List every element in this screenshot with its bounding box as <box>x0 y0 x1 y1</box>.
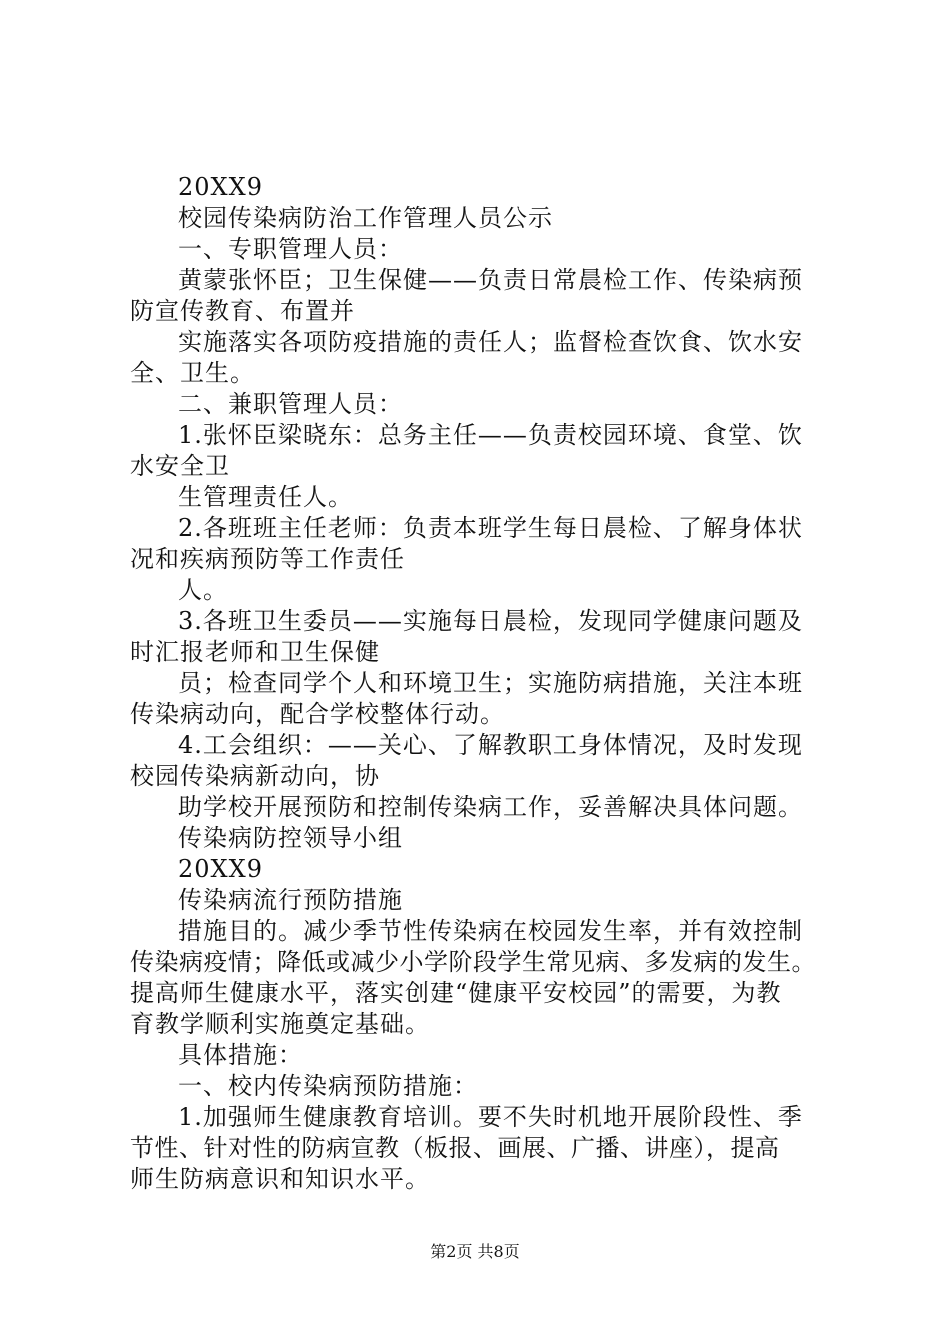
list-item-line: 1.张怀臣梁晓东：总务主任——负责校园环境、食堂、饮 <box>178 421 803 449</box>
list-item-line: 水安全卫 <box>130 452 230 480</box>
list-item-line: 师生防病意识和知识水平。 <box>130 1165 430 1193</box>
list-item-line: 2.各班班主任老师：负责本班学生每日晨检、了解身体状 <box>178 514 803 542</box>
list-item-line: 校园传染病新动向，协 <box>130 762 380 790</box>
paragraph-line: 提高师生健康水平，落实创建“健康平安校园”的需要，为教 <box>130 979 782 1007</box>
heading-line: 一、专职管理人员： <box>178 235 403 263</box>
list-item-line: 况和疾病预防等工作责任 <box>130 545 405 573</box>
page-number-footer: 第2页 共8页 <box>430 1242 520 1261</box>
section-title: 校园传染病防治工作管理人员公示 <box>178 204 553 232</box>
paragraph-line: 措施目的。减少季节性传染病在校园发生率，并有效控制 <box>178 917 803 945</box>
list-item-line: 时汇报老师和卫生保健 <box>130 638 380 666</box>
paragraph-line: 黄蒙张怀臣；卫生保健——负责日常晨检工作、传染病预 <box>178 266 803 294</box>
date-line: 20XX9 <box>178 855 263 883</box>
list-item-line: 4.工会组织：——关心、了解教职工身体情况，及时发现 <box>178 731 803 759</box>
heading-line: 一、校内传染病预防措施： <box>178 1072 478 1100</box>
list-item-line: 助学校开展预防和控制传染病工作，妥善解决具体问题。 <box>178 793 803 821</box>
list-item-line: 员；检查同学个人和环境卫生；实施防病措施，关注本班 <box>178 669 803 697</box>
paragraph-line: 育教学顺利实施奠定基础。 <box>130 1010 430 1038</box>
paragraph-line: 实施落实各项防疫措施的责任人；监督检查饮食、饮水安 <box>178 328 803 356</box>
paragraph-line: 全、卫生。 <box>130 359 255 387</box>
date-line: 20XX9 <box>178 173 263 201</box>
list-item-line: 生管理责任人。 <box>178 483 353 511</box>
signature-line: 传染病防控领导小组 <box>178 824 403 852</box>
list-item-line: 节性、针对性的防病宣教（板报、画展、广播、讲座），提高 <box>130 1134 780 1162</box>
heading-line: 二、兼职管理人员： <box>178 390 403 418</box>
heading-line: 具体措施： <box>178 1041 303 1069</box>
paragraph-line: 传染病疫情；降低或减少小学阶段学生常见病、多发病的发生。 <box>130 948 816 976</box>
list-item-line: 传染病动向，配合学校整体行动。 <box>130 700 505 728</box>
list-item-line: 3.各班卫生委员——实施每日晨检，发现同学健康问题及 <box>178 607 803 635</box>
list-item-line: 1.加强师生健康教育培训。要不失时机地开展阶段性、季 <box>178 1103 803 1131</box>
document-body <box>130 172 845 1195</box>
list-item-line: 人。 <box>178 576 228 604</box>
paragraph-line: 防宣传教育、布置并 <box>130 297 355 325</box>
section-title: 传染病流行预防措施 <box>178 886 403 914</box>
